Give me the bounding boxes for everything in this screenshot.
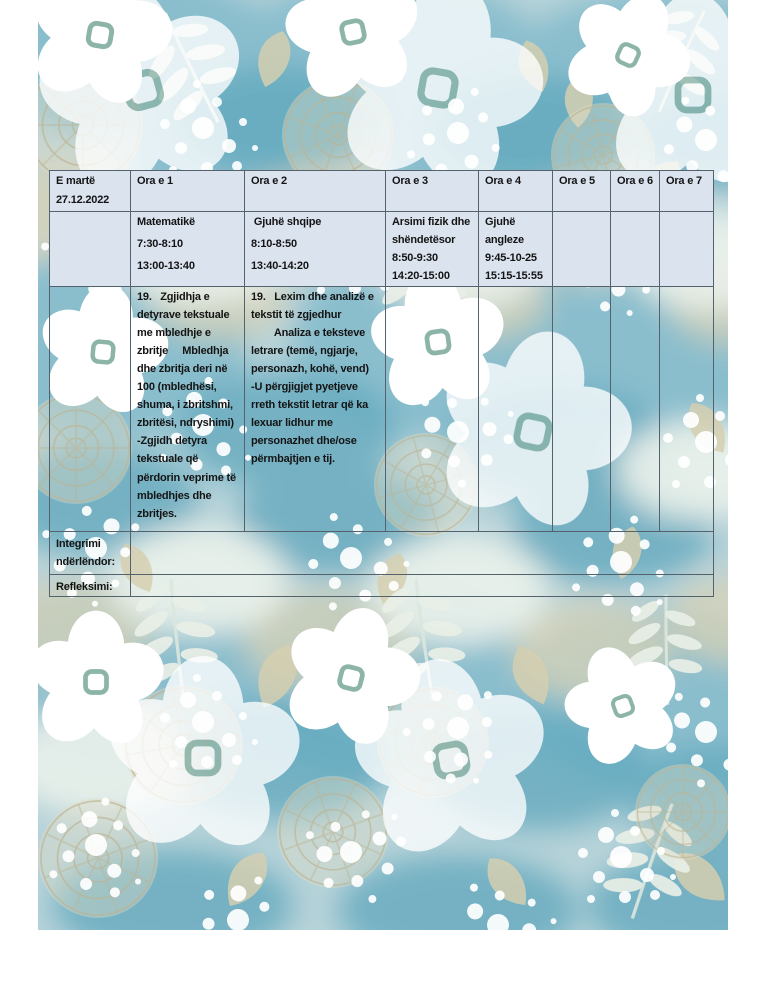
subject-cell-5 [553,211,611,286]
lesson-cell-1: 19. Zgjidhja e detyrave tekstuale me mbledhje e zbritje Mbledhja dhe zbritja deri në 100 (mbledhësi, shuma, i zbritshmi, zbritësi, ndryshimi) -Zgjidh detyra tekstuale që përdorin veprime të mbledhjes dhe zbritjes. [131,286,245,531]
lesson-cell-5 [553,286,611,531]
integrimi-row [50,531,714,574]
period-header-7 [660,171,714,212]
lesson-cell-2: 19. Lexim dhe analizë e tekstit të zgjedhur Analiza e teksteve letrare (temë, ngjarje, personazh, kohë, vend) -U përgjigjet pyetjeve rreth tekstit letrar që ka lexuar lidhur me personazhet dhe/ose përmbajtjen e tij. [245,286,386,531]
subject-cell-7 [660,211,714,286]
subject-cell-1: Matematikë 7:30-8:10 13:00-13:40 [131,211,245,286]
lesson-cell-7 [660,286,714,531]
subject-cell-3: Arsimi fizik dhe shëndetësor 8:50-9:30 14:20-15:00 [386,211,479,286]
period-label: Ora e 4 [485,175,521,187]
period-label: Ora e 3 [392,175,428,187]
lessons-row [50,286,714,531]
subject-cell-6 [611,211,660,286]
period-header-5 [553,171,611,212]
subject-cell-2: Gjuhë shqipe 8:10-8:50 13:40-14:20 [245,211,386,286]
lesson-cell-4 [479,286,553,531]
period-label: Ora e 1 [137,175,173,187]
refleksimi-label: Refleksimi: [50,574,131,597]
refleksimi-row [50,574,714,597]
integrimi-label: Integrimi ndërlëndor: [50,531,131,574]
lesson-cell-6 [611,286,660,531]
lesson-cell-empty [50,286,131,531]
lesson-plan-table [49,170,714,597]
period-header-4 [479,171,553,212]
period-header-3 [386,171,479,212]
integrimi-value [131,531,714,574]
period-header-1 [131,171,245,212]
header-row [50,171,714,212]
subject-cell-4: Gjuhë angleze 9:45-10-25 15:15-15:55 [479,211,553,286]
period-label: Ora e 6 [617,175,653,187]
day-date-cell: E martë 27.12.2022 [50,171,131,212]
subject-cell-empty [50,211,131,286]
period-label: Ora e 7 [666,175,702,187]
period-header-2 [245,171,386,212]
lesson-cell-3 [386,286,479,531]
period-label: Ora e 5 [559,175,595,187]
refleksimi-value [131,574,714,597]
period-label: Ora e 2 [251,175,287,187]
period-header-6 [611,171,660,212]
subjects-row [50,211,714,286]
